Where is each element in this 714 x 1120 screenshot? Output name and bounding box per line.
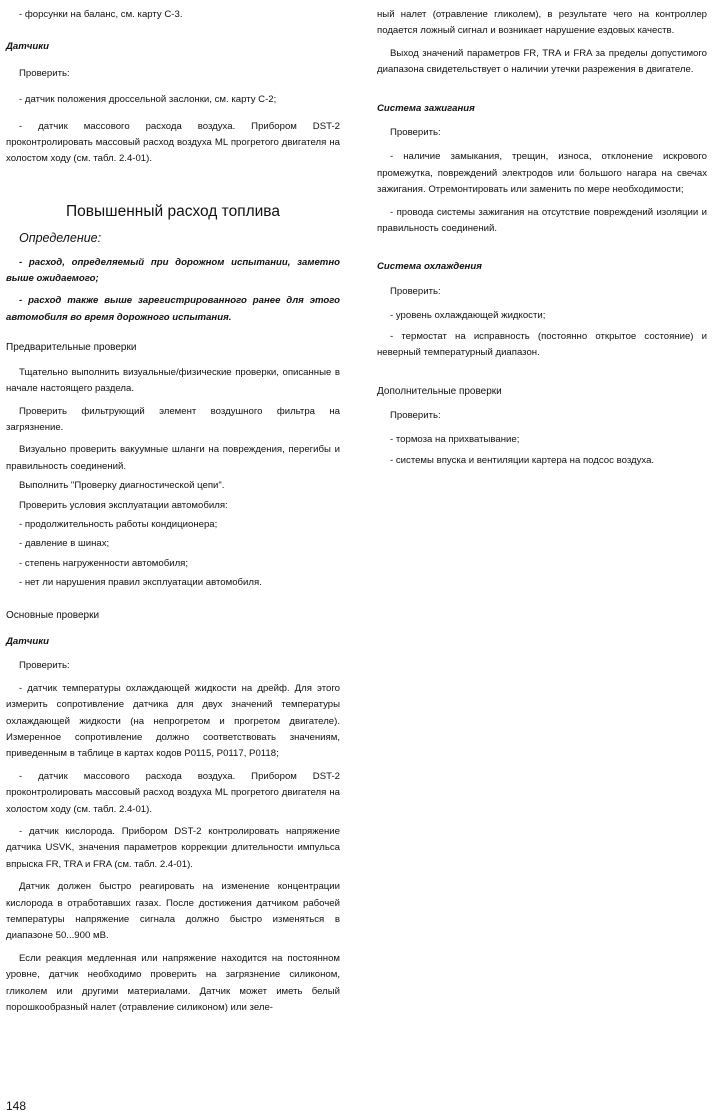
- prelim-para: Проверить фильтрующий элемент воздушного фильтра на загрязнение.: [6, 405, 340, 433]
- right-column: [377, 0, 707, 469]
- check-label: Проверить:: [390, 127, 441, 139]
- sensor-item: - датчик массового расхода воздуха. Прибором DST-2 проконтролировать массовый расход воздуха ML прогретого двигателя на холостом ходу (см. табл. 2.4-01).: [6, 120, 340, 165]
- prelim-list-item: - степень нагруженности автомобиля;: [19, 557, 189, 569]
- prelim-list-item: - нет ли нарушения правил эксплуатации автомобиля.: [19, 577, 262, 589]
- prelim-para: Проверить условия эксплуатации автомобиля:: [19, 499, 228, 511]
- additional-heading: Дополнительные проверки: [377, 385, 502, 397]
- sensors-heading: Датчики: [6, 41, 49, 53]
- left-column: [6, 0, 340, 1017]
- section-title: Повышенный расход топлива: [66, 202, 280, 220]
- body-para: Выход значений параметров FR, TRA и FRA за пределы допустимого диапазона свидетельствует о наличии утечки разрежения в двигателе.: [377, 47, 707, 76]
- definition-heading: Определение:: [19, 231, 102, 246]
- cooling-item: - уровень охлаждающей жидкости;: [390, 310, 546, 322]
- prelim-heading: Предварительные проверки: [6, 342, 137, 354]
- ignition-item: - наличие замыкания, трещин, износа, отклонение искрового промежутка, повреждений электродов или большого нагара на свечах зажигания. Отремонтировать или заменить по мере необходимости;: [377, 151, 707, 196]
- check-label: Проверить:: [19, 67, 70, 79]
- sensor-item: - датчик положения дроссельной заслонки, см. карту С-2;: [19, 94, 277, 106]
- cooling-heading: Система охлаждения: [377, 261, 482, 273]
- prelim-list-item: - продолжительность работы кондиционера;: [19, 518, 218, 530]
- check-label: Проверить:: [390, 285, 441, 297]
- prelim-para: Выполнить "Проверку диагностической цепи".: [19, 480, 225, 492]
- cooling-item: - термостат на исправность (постоянно открытое состояние) и неверный температурный диапазон.: [377, 330, 707, 359]
- page-number: 148: [6, 1099, 27, 1113]
- main-para: Датчик должен быстро реагировать на изменение концентрации кислорода в отработавших газах. После достижения датчиком рабочей температуры напряжение сигнала должно быстро изменяться в диапазоне 50...900 мВ.: [6, 881, 340, 942]
- check-label: Проверить:: [390, 409, 441, 421]
- ignition-heading: Система зажигания: [377, 102, 475, 114]
- prelim-para: Тщательно выполнить визуальные/физические проверки, описанные в начале настоящего раздела.: [6, 366, 340, 395]
- check-label: Проверить:: [19, 660, 70, 672]
- main-para: Если реакция медленная или напряжение находится на постоянном уровне, датчик необходимо проверить на загрязнение силиконом, гликолем или другими материалами. Датчик может иметь белый порошкообразный налет (отравление силиконом) или зеле-: [6, 952, 340, 1014]
- definition-item: - расход, определяемый при дорожном испытании, заметно выше ожидаемого;: [6, 256, 340, 285]
- additional-item: - системы впуска и вентиляции картера на подсос воздуха.: [390, 454, 655, 466]
- prelim-para: Визуально проверить вакуумные шланги на повреждения, перегибы и правильность соединений.: [6, 444, 340, 472]
- continued-para: ный налет (отравление гликолем), в результате чего на контроллер подается ложный сигнал и возникает нарушение ездовых качеств.: [377, 9, 707, 37]
- top-item: - форсунки на баланс, см. карту С-3.: [19, 9, 183, 20]
- additional-item: - тормоза на прихватывание;: [390, 434, 520, 446]
- sensors-heading: Датчики: [6, 635, 49, 647]
- ignition-item: - провода системы зажигания на отсутствие повреждений изоляции и правильность соединений.: [377, 206, 707, 235]
- main-para: - датчик температуры охлаждающей жидкости на дрейф. Для этого измерить сопротивление датчика для двух значений температуры охлаждающей жидкости (на непрогретом и прогретом двигателе). Измеренное сопротивление должно соответствовать значениям, приведенным в таблице в картах кодов Р0115, Р0117, Р0118;: [6, 682, 340, 760]
- prelim-list-item: - давление в шинах;: [19, 538, 110, 550]
- definition-item: - расход также выше зарегистрированного ранее для этого автомобиля во время дорожного испытания.: [6, 295, 340, 323]
- main-para: - датчик массового расхода воздуха. Прибором DST-2 проконтролировать массовый расход воздуха ML прогретого двигателя на холостом ходу (см. табл. 2.4-01).: [6, 770, 340, 815]
- main-para: - датчик кислорода. Прибором DST-2 контролировать напряжение датчика USVK, значения параметров коррекции длительности импульса впрыска FR, TRA и FRA (см. табл. 2.4-01).: [6, 826, 340, 870]
- main-heading: Основные проверки: [6, 609, 100, 621]
